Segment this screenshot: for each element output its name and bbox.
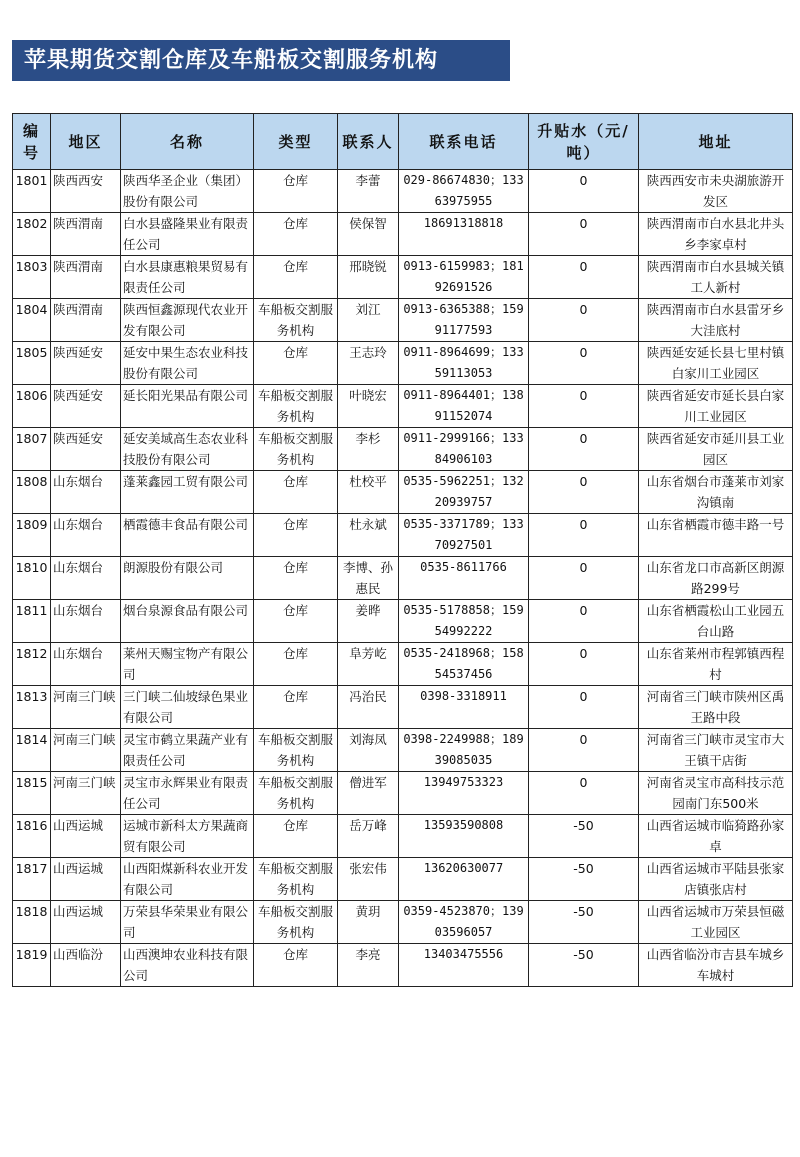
cell-phone: 0359-4523870；13903596057 [399, 901, 529, 944]
cell-address: 河南省灵宝市高科技示范园南门东500米 [639, 772, 793, 815]
cell-phone: 0535-5962251；13220939757 [399, 471, 529, 514]
cell-contact: 冯治民 [338, 686, 399, 729]
cell-contact: 杜校平 [338, 471, 399, 514]
cell-name: 万荣县华荣果业有限公司 [121, 901, 254, 944]
cell-phone: 13949753323 [399, 772, 529, 815]
cell-region: 陕西渭南 [51, 256, 121, 299]
cell-region: 山东烟台 [51, 471, 121, 514]
cell-phone: 0535-8611766 [399, 557, 529, 600]
cell-premium: -50 [529, 815, 639, 858]
cell-phone: 0913-6365388；15991177593 [399, 299, 529, 342]
cell-phone: 0535-3371789；13370927501 [399, 514, 529, 557]
cell-address: 山东省烟台市蓬莱市刘家沟镇南 [639, 471, 793, 514]
cell-address: 陕西延安延长县七里村镇白家川工业园区 [639, 342, 793, 385]
cell-address: 陕西渭南市白水县雷牙乡大洼底村 [639, 299, 793, 342]
cell-premium: 0 [529, 385, 639, 428]
cell-type: 仓库 [254, 170, 338, 213]
cell-contact: 李博、孙惠民 [338, 557, 399, 600]
table-row [13, 858, 793, 901]
cell-type: 仓库 [254, 471, 338, 514]
table-row [13, 729, 793, 772]
cell-type: 车船板交割服务机构 [254, 299, 338, 342]
cell-address: 山东省栖霞松山工业园五台山路 [639, 600, 793, 643]
cell-code: 1808 [13, 471, 51, 514]
cell-phone: 0913-6159983；18192691526 [399, 256, 529, 299]
cell-contact: 阜芳屹 [338, 643, 399, 686]
cell-phone: 0535-5178858；15954992222 [399, 600, 529, 643]
cell-code: 1807 [13, 428, 51, 471]
cell-contact: 刘海凤 [338, 729, 399, 772]
cell-premium: 0 [529, 213, 639, 256]
cell-premium: 0 [529, 299, 639, 342]
cell-type: 仓库 [254, 213, 338, 256]
cell-premium: 0 [529, 729, 639, 772]
cell-type: 车船板交割服务机构 [254, 772, 338, 815]
header-region: 地区 [51, 114, 121, 170]
table-row [13, 170, 793, 213]
header-address: 地址 [639, 114, 793, 170]
table-row [13, 557, 793, 600]
table-row [13, 299, 793, 342]
cell-type: 仓库 [254, 557, 338, 600]
table-header-row [13, 114, 793, 170]
cell-type: 车船板交割服务机构 [254, 858, 338, 901]
cell-name: 灵宝市鹤立果蔬产业有限责任公司 [121, 729, 254, 772]
cell-phone: 13620630077 [399, 858, 529, 901]
cell-contact: 僧进军 [338, 772, 399, 815]
cell-type: 车船板交割服务机构 [254, 729, 338, 772]
cell-region: 山东烟台 [51, 643, 121, 686]
cell-code: 1816 [13, 815, 51, 858]
cell-code: 1817 [13, 858, 51, 901]
cell-type: 仓库 [254, 256, 338, 299]
cell-name: 灵宝市永辉果业有限责任公司 [121, 772, 254, 815]
cell-premium: 0 [529, 342, 639, 385]
table-row [13, 256, 793, 299]
header-premium: 升贴水（元/吨） [529, 114, 639, 170]
table-row [13, 686, 793, 729]
cell-contact: 王志玲 [338, 342, 399, 385]
cell-region: 山东烟台 [51, 600, 121, 643]
header-name: 名称 [121, 114, 254, 170]
cell-region: 山西运城 [51, 901, 121, 944]
cell-code: 1811 [13, 600, 51, 643]
cell-type: 车船板交割服务机构 [254, 385, 338, 428]
cell-code: 1801 [13, 170, 51, 213]
cell-phone: 18691318818 [399, 213, 529, 256]
table-row [13, 643, 793, 686]
cell-code: 1806 [13, 385, 51, 428]
cell-code: 1810 [13, 557, 51, 600]
table-row [13, 471, 793, 514]
cell-address: 山东省龙口市高新区朗源路299号 [639, 557, 793, 600]
table-row [13, 815, 793, 858]
table-row [13, 944, 793, 987]
table-row [13, 514, 793, 557]
cell-contact: 姜晔 [338, 600, 399, 643]
delivery-warehouse-table [12, 113, 793, 987]
cell-phone: 0911-2999166；13384906103 [399, 428, 529, 471]
cell-contact: 岳万峰 [338, 815, 399, 858]
cell-type: 仓库 [254, 342, 338, 385]
cell-region: 山西临汾 [51, 944, 121, 987]
cell-premium: 0 [529, 557, 639, 600]
cell-phone: 0911-8964699；13359113053 [399, 342, 529, 385]
cell-premium: 0 [529, 256, 639, 299]
cell-region: 陕西渭南 [51, 299, 121, 342]
cell-contact: 杜永斌 [338, 514, 399, 557]
cell-address: 山东省莱州市程郭镇西程村 [639, 643, 793, 686]
cell-address: 陕西省延安市延长县白家川工业园区 [639, 385, 793, 428]
cell-premium: 0 [529, 428, 639, 471]
cell-name: 山西阳煤新科农业开发有限公司 [121, 858, 254, 901]
cell-contact: 李亮 [338, 944, 399, 987]
cell-code: 1813 [13, 686, 51, 729]
cell-code: 1812 [13, 643, 51, 686]
cell-type: 仓库 [254, 686, 338, 729]
cell-phone: 0535-2418968；15854537456 [399, 643, 529, 686]
cell-premium: 0 [529, 643, 639, 686]
cell-premium: 0 [529, 471, 639, 514]
cell-code: 1815 [13, 772, 51, 815]
cell-phone: 029-86674830；13363975955 [399, 170, 529, 213]
header-type: 类型 [254, 114, 338, 170]
cell-name: 延安美域高生态农业科技股份有限公司 [121, 428, 254, 471]
table-row [13, 342, 793, 385]
cell-name: 运城市新科太方果蔬商贸有限公司 [121, 815, 254, 858]
header-phone: 联系电话 [399, 114, 529, 170]
cell-premium: 0 [529, 600, 639, 643]
cell-premium: -50 [529, 858, 639, 901]
cell-name: 山西澳坤农业科技有限公司 [121, 944, 254, 987]
cell-region: 陕西西安 [51, 170, 121, 213]
cell-region: 山西运城 [51, 815, 121, 858]
cell-code: 1809 [13, 514, 51, 557]
cell-name: 蓬莱鑫园工贸有限公司 [121, 471, 254, 514]
cell-phone: 13403475556 [399, 944, 529, 987]
cell-name: 延安中果生态农业科技股份有限公司 [121, 342, 254, 385]
cell-name: 三门峡二仙坡绿色果业有限公司 [121, 686, 254, 729]
cell-region: 山东烟台 [51, 514, 121, 557]
cell-region: 河南三门峡 [51, 686, 121, 729]
cell-type: 仓库 [254, 944, 338, 987]
cell-code: 1802 [13, 213, 51, 256]
cell-region: 河南三门峡 [51, 772, 121, 815]
cell-address: 陕西省延安市延川县工业园区 [639, 428, 793, 471]
cell-address: 陕西渭南市白水县北井头乡李家卓村 [639, 213, 793, 256]
cell-premium: 0 [529, 772, 639, 815]
table-body [13, 170, 793, 987]
cell-phone: 0398-2249988；18939085035 [399, 729, 529, 772]
cell-code: 1818 [13, 901, 51, 944]
cell-contact: 侯保智 [338, 213, 399, 256]
cell-premium: 0 [529, 514, 639, 557]
cell-code: 1814 [13, 729, 51, 772]
cell-address: 河南省三门峡市陕州区禹王路中段 [639, 686, 793, 729]
cell-name: 朗源股份有限公司 [121, 557, 254, 600]
cell-phone: 0911-8964401；13891152074 [399, 385, 529, 428]
cell-name: 莱州天赐宝物产有限公司 [121, 643, 254, 686]
cell-premium: -50 [529, 944, 639, 987]
cell-address: 河南省三门峡市灵宝市大王镇干店街 [639, 729, 793, 772]
cell-region: 陕西渭南 [51, 213, 121, 256]
cell-premium: 0 [529, 686, 639, 729]
table-row [13, 772, 793, 815]
table-row [13, 600, 793, 643]
cell-name: 陕西华圣企业（集团）股份有限公司 [121, 170, 254, 213]
cell-region: 山东烟台 [51, 557, 121, 600]
cell-address: 山西省临汾市吉县车城乡车城村 [639, 944, 793, 987]
page-title: 苹果期货交割仓库及车船板交割服务机构 [12, 40, 510, 81]
cell-contact: 叶晓宏 [338, 385, 399, 428]
cell-address: 山西省运城市临猗路孙家卓 [639, 815, 793, 858]
cell-name: 栖霞德丰食品有限公司 [121, 514, 254, 557]
cell-contact: 李杉 [338, 428, 399, 471]
cell-region: 陕西延安 [51, 428, 121, 471]
cell-code: 1819 [13, 944, 51, 987]
header-contact: 联系人 [338, 114, 399, 170]
cell-contact: 刘江 [338, 299, 399, 342]
cell-type: 仓库 [254, 815, 338, 858]
cell-type: 车船板交割服务机构 [254, 901, 338, 944]
cell-address: 山西省运城市平陆县张家店镇张店村 [639, 858, 793, 901]
cell-name: 烟台泉源食品有限公司 [121, 600, 254, 643]
cell-type: 仓库 [254, 600, 338, 643]
cell-address: 山东省栖霞市德丰路一号 [639, 514, 793, 557]
cell-phone: 0398-3318911 [399, 686, 529, 729]
cell-region: 陕西延安 [51, 385, 121, 428]
cell-name: 白水县康惠粮果贸易有限责任公司 [121, 256, 254, 299]
cell-contact: 黄玥 [338, 901, 399, 944]
table-row [13, 428, 793, 471]
cell-address: 山西省运城市万荣县恒磁工业园区 [639, 901, 793, 944]
cell-phone: 13593590808 [399, 815, 529, 858]
cell-address: 陕西西安市未央湖旅游开发区 [639, 170, 793, 213]
cell-contact: 李蕾 [338, 170, 399, 213]
cell-region: 河南三门峡 [51, 729, 121, 772]
table-row [13, 213, 793, 256]
cell-region: 山西运城 [51, 858, 121, 901]
cell-region: 陕西延安 [51, 342, 121, 385]
table-row [13, 385, 793, 428]
cell-type: 仓库 [254, 643, 338, 686]
cell-address: 陕西渭南市白水县城关镇工人新村 [639, 256, 793, 299]
cell-premium: -50 [529, 901, 639, 944]
cell-name: 陕西恒鑫源现代农业开发有限公司 [121, 299, 254, 342]
cell-code: 1804 [13, 299, 51, 342]
cell-name: 延长阳光果品有限公司 [121, 385, 254, 428]
table-row [13, 901, 793, 944]
cell-type: 车船板交割服务机构 [254, 428, 338, 471]
cell-contact: 邢晓锐 [338, 256, 399, 299]
cell-name: 白水县盛隆果业有限责任公司 [121, 213, 254, 256]
cell-contact: 张宏伟 [338, 858, 399, 901]
cell-code: 1805 [13, 342, 51, 385]
cell-type: 仓库 [254, 514, 338, 557]
cell-premium: 0 [529, 170, 639, 213]
cell-code: 1803 [13, 256, 51, 299]
header-code: 编号 [13, 114, 51, 170]
